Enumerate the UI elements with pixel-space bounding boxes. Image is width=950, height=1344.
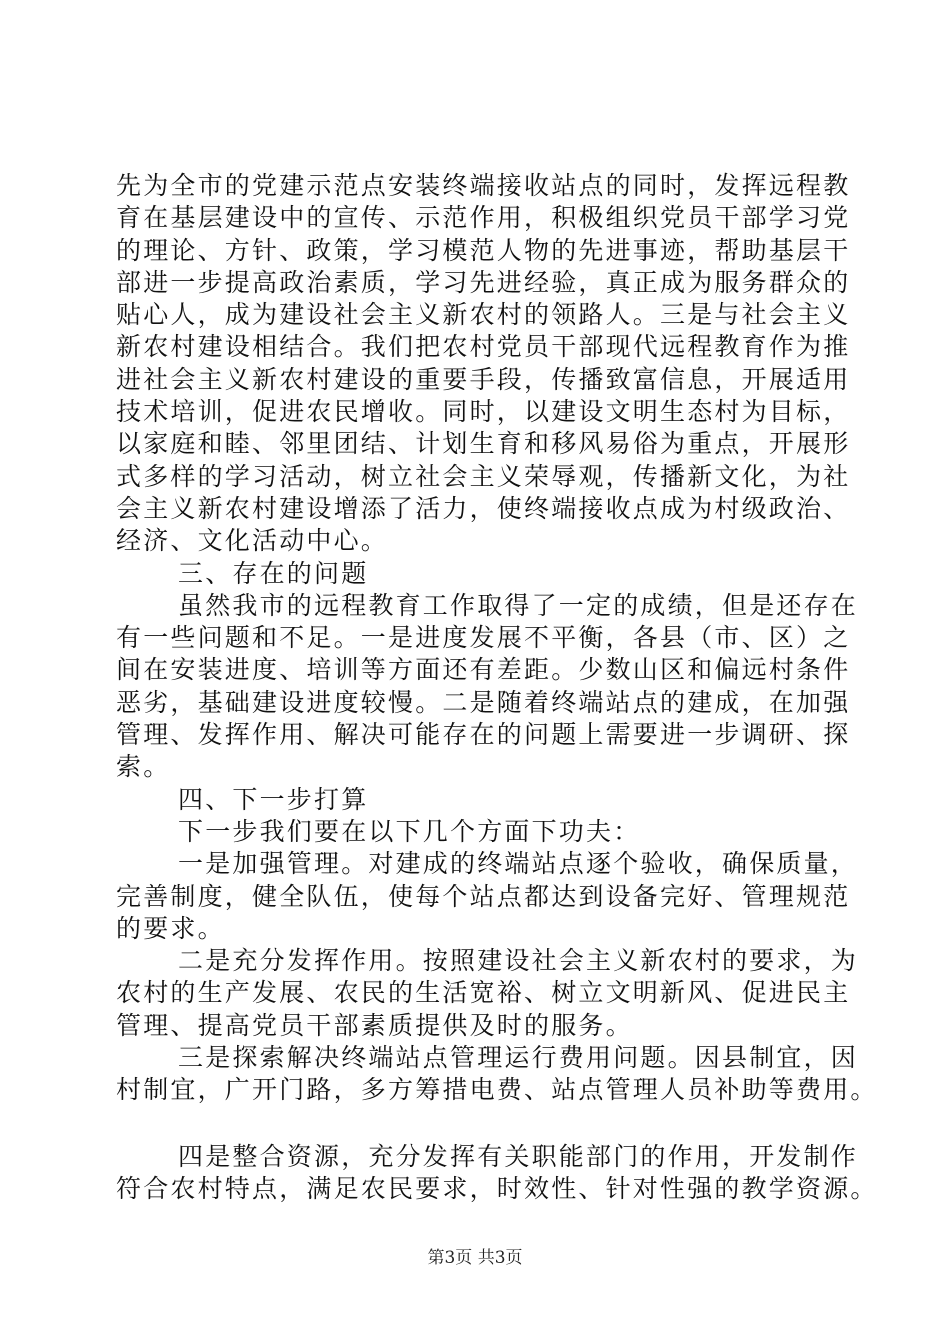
text-line: 先为全市的党建示范点安装终端接收站点的同时，发挥远程教	[116, 171, 851, 200]
text-line: 完善制度，健全队伍，使每个站点都达到设备完好、管理规范	[116, 881, 851, 911]
text-line: 贴心人，成为建设社会主义新农村的领路人。三是与社会主义	[116, 300, 851, 330]
text-line: 有一些问题和不足。一是进度发展不平衡，各县（市、区）之	[116, 623, 851, 653]
paragraph	[116, 848, 859, 945]
paragraph	[116, 1141, 878, 1206]
paragraph	[116, 558, 846, 590]
text-line: 的理论、方针、政策，学习模范人物的先进事迹，帮助基层干	[116, 235, 851, 265]
paragraph-spacer	[116, 1107, 846, 1141]
paragraph	[116, 945, 859, 1042]
text-line: 式多样的学习活动，树立社会主义荣辱观，传播新文化，为社	[116, 461, 851, 491]
text-line: 二是充分发挥作用。按照建设社会主义新农村的要求，为	[178, 946, 859, 976]
text-line: 四、下一步打算	[178, 784, 369, 814]
text-line: 经济、文化活动中心。	[116, 526, 389, 556]
text-line: 三、存在的问题	[178, 558, 369, 588]
document-body	[116, 170, 878, 1205]
text-line: 农村的生产发展、农民的生活宽裕、树立文明新风、促进民主	[116, 978, 851, 1008]
text-line: 育在基层建设中的宣传、示范作用，积极组织党员干部学习党	[116, 203, 851, 233]
text-line: 新农村建设相结合。我们把农村党员干部现代远程教育作为推	[116, 332, 851, 362]
text-line: 恶劣，基础建设进度较慢。二是随着终端站点的建成，在加强	[116, 687, 851, 717]
text-line: 技术培训，促进农民增收。同时，以建设文明生态村为目标，	[116, 397, 851, 427]
paragraph	[116, 784, 846, 816]
text-line: 管理、发挥作用、解决可能存在的问题上需要进一步调研、探	[116, 720, 851, 750]
text-line: 索。	[116, 752, 171, 782]
paragraph	[116, 1042, 878, 1107]
text-line: 的要求。	[116, 913, 225, 943]
text-line: 下一步我们要在以下几个方面下功夫：	[178, 816, 641, 846]
text-line: 间在安装进度、培训等方面还有差距。少数山区和偏远村条件	[116, 655, 851, 685]
text-line: 村制宜，广开门路，多方筹措电费、站点管理人员补助等费用。	[116, 1075, 878, 1105]
text-line: 虽然我市的远程教育工作取得了一定的成绩，但是还存在	[178, 590, 859, 620]
text-line: 四是整合资源，充分发挥有关职能部门的作用，开发制作	[178, 1141, 859, 1171]
paragraph	[116, 816, 846, 848]
page-footer: 第3页 共3页	[427, 1248, 523, 1268]
text-line: 管理、提高党员干部素质提供及时的服务。	[116, 1010, 633, 1040]
text-line: 进社会主义新农村建设的重要手段，传播致富信息，开展适用	[116, 364, 851, 394]
paragraph	[116, 590, 859, 784]
text-line: 三是探索解决终端站点管理运行费用问题。因县制宜，因	[178, 1043, 859, 1073]
text-line: 会主义新农村建设增添了活力，使终端接收点成为村级政治、	[116, 493, 851, 523]
text-line: 部进一步提高政治素质，学习先进经验，真正成为服务群众的	[116, 267, 851, 297]
text-line: 符合农村特点，满足农民要求，时效性、针对性强的教学资源。	[116, 1173, 878, 1203]
text-line: 一是加强管理。对建成的终端站点逐个验收，确保质量，	[178, 849, 859, 879]
text-line: 以家庭和睦、邻里团结、计划生育和移风易俗为重点，开展形	[116, 429, 851, 459]
paragraph	[116, 170, 851, 558]
